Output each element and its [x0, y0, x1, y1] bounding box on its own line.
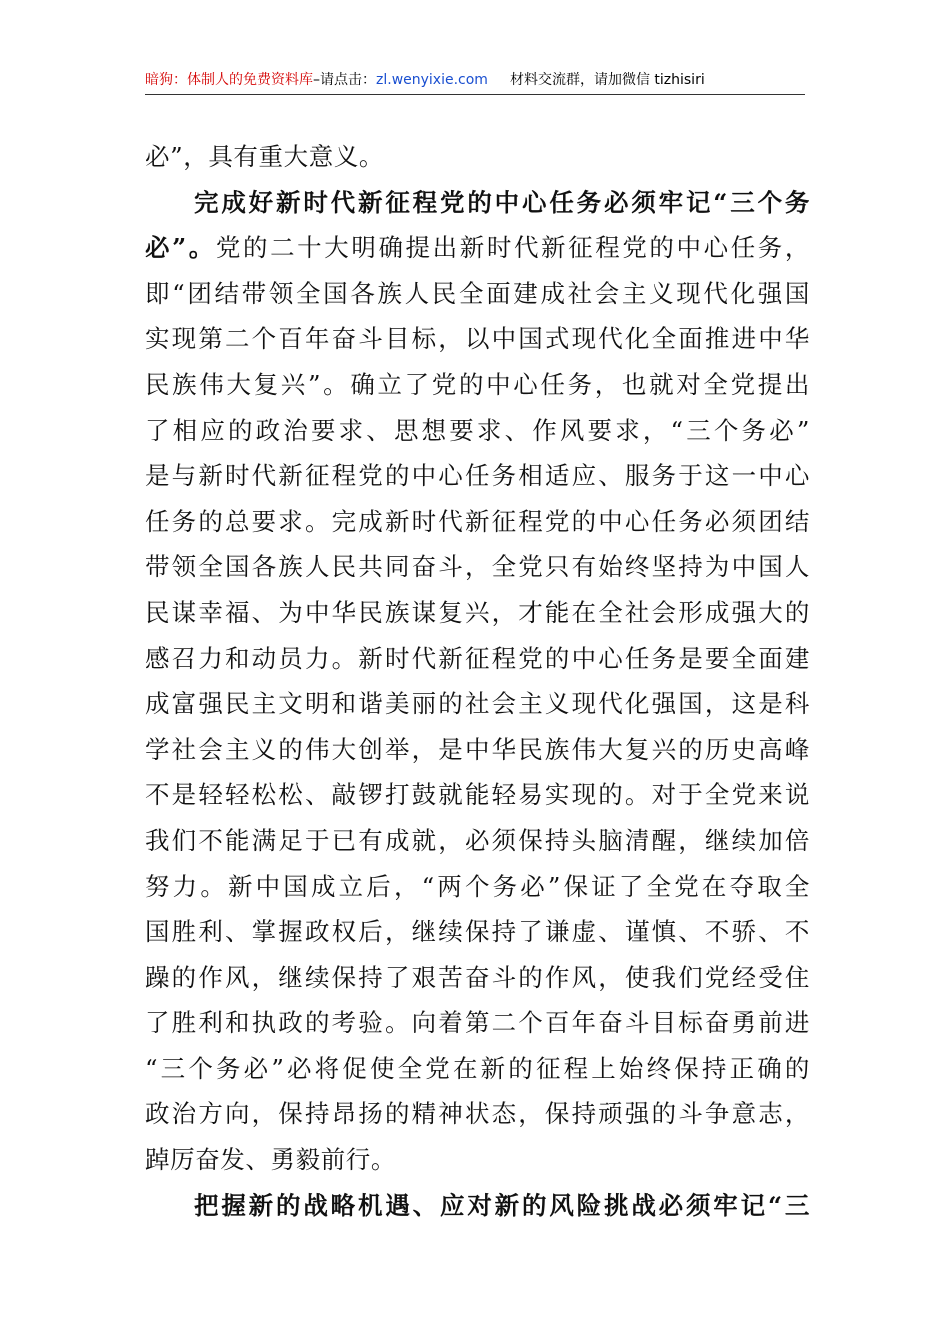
section-heading: 完成好新时代新征程党的中心任务必须牢记“三个务: [194, 187, 810, 217]
body-line: 国胜利、掌握政权后，继续保持了谦虚、谨慎、不骄、不: [145, 917, 810, 947]
header-wechat-note: 材料交流群，请加微信 tizhisiri: [509, 72, 705, 88]
body-line: 我们不能满足于已有成就，必须保持头脑清醒，继续加倍: [145, 825, 810, 855]
document-body: [145, 134, 810, 1228]
body-line: 了胜利和执政的考验。向着第二个百年奋斗目标奋勇前进: [145, 1008, 810, 1038]
body-line: 躁的作风，继续保持了艰苦奋斗的作风，使我们党经受住: [145, 962, 810, 992]
body-line: 成富强民主文明和谐美丽的社会主义现代化强国，这是科: [145, 689, 810, 719]
body-line: 实现第二个百年奋斗目标，以中国式现代化全面推进中华: [145, 324, 810, 354]
body-line: 不是轻轻松松、敲锣打鼓就能轻易实现的。对于全党来说: [145, 780, 810, 810]
section-heading: 把握新的战略机遇、应对新的风险挑战必须牢记“三: [194, 1190, 810, 1220]
body-line: 努力。新中国成立后，“两个务必”保证了全党在夺取全: [145, 871, 810, 901]
body-line: 踔厉奋发、勇毅前行。: [145, 1145, 396, 1175]
body-line: [145, 225, 810, 271]
body-line: 任务的总要求。完成新时代新征程党的中心任务必须团结: [145, 506, 810, 536]
body-text-span: 党的二十大明确提出新时代新征程党的中心任务，: [215, 233, 810, 263]
body-line: 是与新时代新征程党的中心任务相适应、服务于这一中心: [145, 461, 810, 491]
body-line: 学社会主义的伟大创举，是中华民族伟大复兴的历史高峰: [145, 734, 810, 764]
body-line: 了相应的政治要求、思想要求、作风要求，“三个务必”: [145, 415, 810, 445]
body-line: 即“团结带领全国各族人民全面建成社会主义现代化强国: [145, 278, 810, 308]
section-heading-end: 必”。: [145, 233, 216, 263]
body-line: “三个务必”必将促使全党在新的征程上始终保持正确的: [145, 1053, 810, 1083]
header-prompt: –请点击：: [313, 72, 376, 88]
header-site-name: 暗狗：体制人的免费资料库: [145, 72, 313, 88]
body-line: 感召力和动员力。新时代新征程党的中心任务是要全面建: [145, 643, 810, 673]
page-header: [145, 68, 805, 95]
header-link[interactable]: zl.wenyixie.com: [376, 72, 488, 88]
body-line: 政治方向，保持昂扬的精神状态，保持顽强的斗争意志，: [145, 1099, 810, 1129]
body-line: 带领全国各族人民共同奋斗，全党只有始终坚持为中国人: [145, 552, 810, 582]
body-line: 民谋幸福、为中华民族谋复兴，才能在全社会形成强大的: [145, 597, 810, 627]
body-line: 必”，具有重大意义。: [145, 142, 385, 171]
body-line: 民族伟大复兴”。确立了党的中心任务，也就对全党提出: [145, 369, 810, 399]
